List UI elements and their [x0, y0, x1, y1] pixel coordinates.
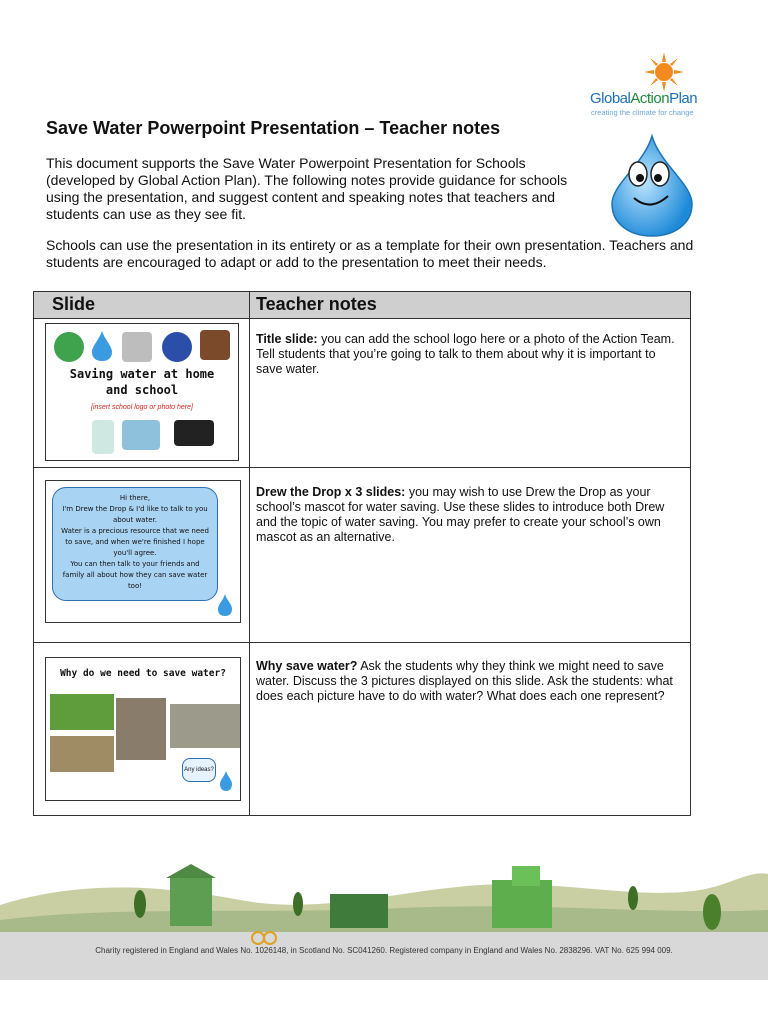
people-photo [116, 698, 166, 760]
footer-landscape [0, 860, 768, 980]
watering-can-icon [122, 420, 160, 450]
table-header [34, 292, 690, 319]
slide-thumbnail-title [45, 323, 239, 461]
tap-icon [200, 330, 230, 360]
page-title: Save Water Powerpoint Presentation – Teacher notes [46, 118, 501, 138]
note-why-save: Why save water? Ask the students why they think we might need to save water. Discuss the 3 pictures displayed on this slide. Ask the students: what does each picture have to do with water? What does each one represent? [256, 659, 673, 703]
water-drop-icon [218, 770, 234, 792]
usage-paragraph: Schools can use the presentation in its entirety or as a template for their own presentation. Teachers and students are encouraged to adapt or add to the presentation to meet their needs. [46, 237, 694, 270]
logo-tagline: creating the climate for change [591, 108, 694, 117]
slide-thumbnail-drew [45, 480, 241, 623]
hand-tap-icon [174, 420, 214, 446]
header-teacher-notes: Teacher notes [256, 294, 377, 314]
row-divider [34, 467, 690, 468]
crop-field-photo [50, 694, 114, 730]
intro-paragraph: This document supports the Save Water Powerpoint Presentation for Schools (developed by Global Action Plan). The following notes provide guidance for schools using the presentation, and suggest content and speaking notes that teachers and students can use as they see fit. [46, 155, 568, 222]
note-drew-slides: Drew the Drop x 3 slides: you may wish to use Drew the Drop as your school’s mascot for water saving. Use these slides to introduce both Drew and the topic of water saving. You may prefer to create your school’s own mascot as an alternative. [256, 485, 665, 544]
recycle-icon [54, 332, 84, 362]
slide-thumbnail-why-save [45, 657, 241, 801]
slide1-subtitle: [insert school logo or photo here] [91, 404, 193, 411]
shower-icon [122, 332, 152, 362]
column-divider [249, 292, 250, 815]
logo-wordmark: GlobalActionPlan [590, 90, 698, 107]
global-action-plan-logo [588, 52, 738, 122]
bubble-text: Hi there, I'm Drew the Drop & I'd like to talk to you about water. Water is a precious resource that we need to save, and when we're finished I hope you'll agree. You can then talk to your friends and family all about how they can save water too! [61, 494, 209, 590]
header-slide: Slide [52, 294, 96, 314]
power-station-photo [170, 704, 240, 748]
ideas-bubble: Any ideas? [182, 758, 216, 782]
globe-icon [162, 332, 192, 362]
note-title-slide: Title slide: you can add the school logo here or a photo of the Action Team. Tell students that you’re going to talk to them about why it is important to save water. [256, 332, 675, 376]
slide1-title: Saving water at home and school [69, 367, 215, 397]
sun-icon [644, 52, 684, 92]
water-drop-icon [216, 593, 234, 617]
water-drop-icon [90, 330, 114, 362]
slide3-title: Why do we need to save water? [60, 668, 226, 679]
teacher-notes-table [33, 291, 691, 816]
footer-registration: Charity registered in England and Wales No. 1026148, in Scotland No. SC041260. Registered company in England and Wales No. 2838296. VAT No. 625 994 009. [95, 946, 673, 955]
elephant-photo [50, 736, 114, 772]
speech-bubble [52, 487, 218, 601]
glass-icon [92, 420, 114, 454]
row-divider [34, 642, 690, 643]
water-drop-mascot [608, 134, 696, 238]
